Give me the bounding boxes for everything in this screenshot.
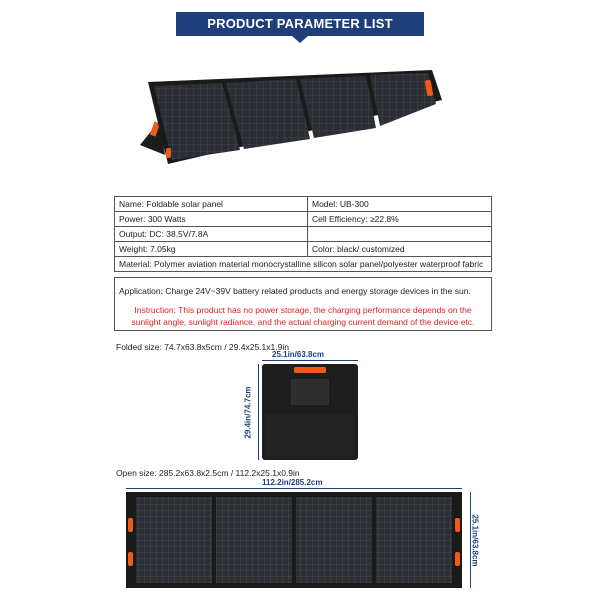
application-text: Application: Charge 24V~39V battery related products and energy storage devices in the sun. [119, 286, 471, 296]
table-row [115, 227, 492, 242]
spec-output: Output: DC: 38.5V/7.8A [115, 227, 308, 242]
spec-model: Model: UB-300 [308, 197, 492, 212]
spec-table [114, 196, 492, 272]
page-title: PRODUCT PARAMETER LIST [207, 16, 393, 31]
open-width-dimension-line [126, 488, 462, 489]
page-title-banner [176, 12, 424, 36]
spec-cell-efficiency: Cell Efficiency: ≥22.8% [308, 212, 492, 227]
banner-notch [292, 36, 308, 43]
table-row [115, 257, 492, 272]
open-panel-image [126, 492, 462, 588]
spec-empty [308, 227, 492, 242]
spec-color: Color: black/ customized [308, 242, 492, 257]
folded-height-label: 29.4in/74.7cm [243, 386, 253, 439]
table-row [115, 242, 492, 257]
table-row [115, 212, 492, 227]
open-size-caption: Open size: 285.2x63.8x2.5cm / 112.2x25.1x0.9in [116, 468, 300, 478]
spec-power: Power: 300 Watts [115, 212, 308, 227]
open-width-label: 112.2in/285.2cm [262, 478, 323, 487]
instruction-text: Instruction: This product has no power storage, the charging performance depends on the sunlight angle, sunlight radiance, and the actual charging current demand of the device etc. [131, 305, 475, 327]
solar-panel-hero-image [130, 60, 460, 180]
spec-weight: Weight: 7.05kg [115, 242, 308, 257]
folded-size-caption: Folded size: 74.7x63.8x5cm / 29.4x25.1x1.9in [116, 342, 289, 352]
spec-material: Material: Polymer aviation material monocrystalline silicon solar panel/polyester waterproof fabric [115, 257, 492, 272]
open-height-label: 25.1in/63.8cm [470, 514, 480, 567]
application-box [114, 277, 492, 331]
folded-width-dimension-line [262, 360, 358, 361]
table-row [115, 197, 492, 212]
folded-panel-image [262, 364, 358, 460]
folded-height-dimension-line [258, 364, 259, 460]
spec-name: Name: Foldable solar panel [115, 197, 308, 212]
folded-width-label: 25.1in/63.8cm [272, 350, 325, 359]
